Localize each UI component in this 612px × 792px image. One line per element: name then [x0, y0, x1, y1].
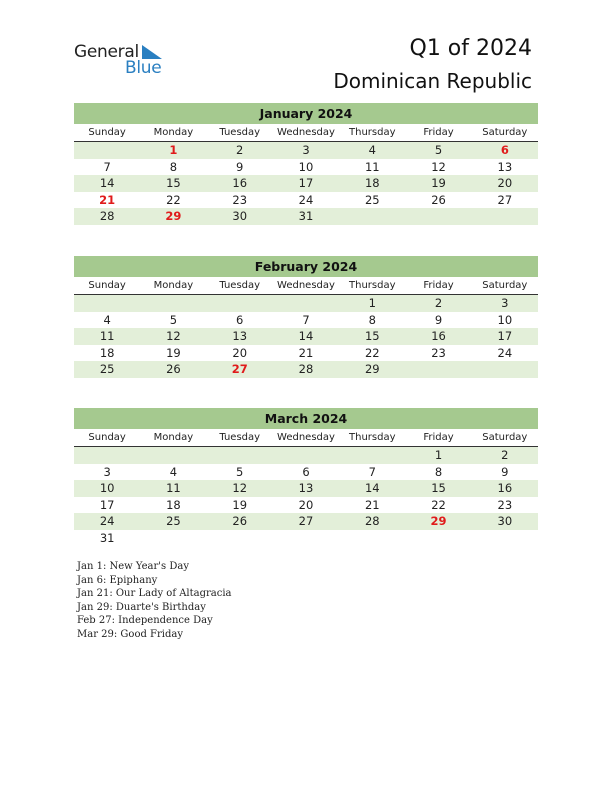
day-cell: 11 — [364, 159, 380, 174]
day-cell: 5 — [236, 464, 244, 479]
day-cell: 17 — [497, 329, 513, 343]
generalblue-logo — [74, 42, 174, 78]
day-cell — [74, 447, 140, 464]
day-cell: 30 — [232, 209, 248, 223]
day-cell: 12 — [431, 159, 446, 174]
day-cell: 28 — [364, 514, 380, 528]
day-cell: 18 — [99, 345, 115, 360]
day-cell: 4 — [169, 464, 178, 479]
day-cell: 4 — [103, 312, 111, 327]
day-cell: 19 — [166, 345, 181, 360]
month-header: March 2024 — [74, 408, 538, 429]
day-cell — [74, 295, 140, 312]
day-cell: 28 — [99, 209, 115, 223]
weekday-label: Friday — [423, 127, 454, 138]
weekday-label: Friday — [423, 432, 454, 443]
week-row — [74, 530, 538, 547]
day-cell — [339, 208, 405, 225]
day-cell: 27 — [298, 514, 314, 528]
holiday-day-cell: 27 — [231, 362, 248, 376]
week-row — [74, 159, 538, 176]
weekday-label: Wednesday — [277, 432, 335, 443]
day-cell: 6 — [302, 464, 310, 479]
day-cell — [140, 530, 206, 547]
day-cell — [405, 530, 471, 547]
day-cell: 10 — [497, 312, 513, 327]
day-cell: 8 — [434, 464, 443, 479]
day-cell: 22 — [431, 497, 446, 512]
day-cell: 13 — [232, 329, 248, 343]
holiday-day-cell: 29 — [430, 514, 447, 528]
day-cell: 10 — [298, 159, 314, 174]
day-cell: 5 — [169, 312, 178, 327]
day-cell: 3 — [103, 464, 111, 479]
day-cell: 20 — [298, 497, 314, 512]
day-cell: 21 — [364, 497, 380, 512]
day-cell: 21 — [298, 345, 314, 360]
day-cell: 3 — [501, 296, 509, 310]
day-cell — [339, 447, 405, 464]
day-cell: 3 — [302, 143, 310, 157]
day-cell: 25 — [364, 192, 380, 207]
day-cell: 25 — [99, 362, 115, 376]
holiday-day-cell: 1 — [169, 143, 178, 157]
holiday-note: Mar 29: Good Friday — [77, 628, 183, 640]
weekday-label: Friday — [423, 280, 454, 291]
day-cell — [472, 361, 538, 378]
day-cell: 26 — [232, 514, 248, 528]
day-cell: 2 — [236, 143, 244, 157]
day-cell — [273, 530, 339, 547]
page-title: Q1 of 2024 — [409, 36, 532, 61]
week-row — [74, 513, 538, 530]
holiday-note: Feb 27: Independence Day — [77, 615, 213, 627]
weekday-label: Thursday — [349, 280, 396, 291]
day-cell: 18 — [364, 176, 380, 190]
day-cell — [405, 361, 471, 378]
day-cell: 14 — [298, 329, 314, 343]
holiday-notes-list — [77, 560, 232, 642]
week-row — [74, 142, 538, 159]
day-cell: 12 — [166, 329, 181, 343]
weekday-label: Saturday — [482, 127, 528, 138]
week-row — [74, 464, 538, 481]
country-subtitle: Dominican Republic — [333, 69, 532, 93]
weekday-label: Thursday — [349, 127, 396, 138]
day-cell — [472, 208, 538, 225]
day-cell: 23 — [497, 497, 513, 512]
weekday-label: Tuesday — [219, 127, 261, 138]
week-row — [74, 447, 538, 464]
day-cell: 16 — [431, 329, 446, 343]
day-cell: 23 — [431, 345, 446, 360]
day-cell: 27 — [497, 192, 513, 207]
day-cell: 1 — [434, 448, 443, 462]
day-cell: 2 — [434, 296, 443, 310]
day-cell: 9 — [434, 312, 443, 327]
weekday-label: Monday — [153, 127, 194, 138]
day-cell — [339, 530, 405, 547]
day-cell: 13 — [298, 481, 314, 495]
day-cell: 1 — [368, 296, 376, 310]
week-row — [74, 497, 538, 514]
week-row — [74, 295, 538, 312]
day-cell: 17 — [298, 176, 314, 190]
day-cell: 2 — [501, 448, 509, 462]
weekday-label: Saturday — [482, 432, 528, 443]
weekday-label: Saturday — [482, 280, 528, 291]
day-cell: 31 — [298, 209, 314, 223]
day-cell: 7 — [302, 312, 310, 327]
weekday-header-row — [74, 277, 538, 295]
day-cell: 9 — [236, 159, 244, 174]
day-cell: 8 — [169, 159, 178, 174]
day-cell: 29 — [364, 362, 380, 376]
week-row — [74, 361, 538, 378]
day-cell: 25 — [166, 514, 181, 528]
week-row — [74, 192, 538, 209]
month-header: February 2024 — [74, 256, 538, 277]
day-cell — [405, 208, 471, 225]
week-row — [74, 312, 538, 329]
day-cell — [207, 447, 273, 464]
week-row — [74, 345, 538, 362]
day-cell: 4 — [368, 143, 376, 157]
holiday-note: Jan 6: Epiphany — [77, 574, 158, 586]
day-cell: 22 — [166, 192, 181, 207]
holiday-day-cell: 6 — [500, 143, 509, 157]
day-cell: 28 — [298, 362, 314, 376]
logo-word-general: General — [74, 42, 139, 62]
weekday-label: Thursday — [349, 432, 396, 443]
day-cell: 11 — [99, 329, 115, 343]
day-cell: 20 — [232, 345, 248, 360]
weekday-label: Sunday — [88, 280, 126, 291]
month-calendar — [74, 256, 538, 378]
day-cell: 26 — [166, 362, 181, 376]
day-cell: 14 — [364, 481, 380, 495]
day-cell — [207, 530, 273, 547]
logo-word-blue: Blue — [125, 58, 162, 78]
weekday-label: Wednesday — [277, 280, 335, 291]
day-cell: 26 — [431, 192, 446, 207]
weekday-label: Wednesday — [277, 127, 335, 138]
day-cell: 16 — [497, 481, 513, 495]
day-cell: 15 — [364, 329, 380, 343]
day-cell: 6 — [236, 312, 244, 327]
day-cell — [273, 295, 339, 312]
day-cell: 8 — [368, 312, 376, 327]
weekday-header-row — [74, 429, 538, 447]
day-cell: 31 — [99, 530, 115, 545]
holiday-day-cell: 29 — [165, 209, 182, 223]
day-cell: 17 — [99, 497, 115, 512]
day-cell: 5 — [434, 143, 443, 157]
day-cell — [140, 295, 206, 312]
day-cell — [273, 447, 339, 464]
day-cell — [207, 295, 273, 312]
day-cell — [140, 447, 206, 464]
logo-flag-icon — [142, 45, 162, 59]
day-cell: 7 — [368, 464, 376, 479]
weekday-label: Tuesday — [219, 280, 261, 291]
day-cell: 15 — [166, 176, 181, 190]
day-cell: 11 — [166, 481, 181, 495]
month-calendar — [74, 408, 538, 546]
day-cell: 24 — [497, 345, 513, 360]
weekday-label: Monday — [153, 432, 194, 443]
day-cell: 24 — [99, 514, 115, 528]
holiday-note: Jan 29: Duarte's Birthday — [77, 601, 206, 613]
weekday-label: Sunday — [88, 127, 126, 138]
day-cell: 20 — [497, 176, 513, 190]
week-row — [74, 175, 538, 192]
holiday-note: Jan 1: New Year's Day — [77, 561, 189, 572]
day-cell: 30 — [497, 514, 513, 528]
day-cell: 15 — [431, 481, 446, 495]
weekday-label: Tuesday — [219, 432, 261, 443]
day-cell: 7 — [103, 159, 111, 174]
day-cell — [472, 530, 538, 547]
weekday-header-row — [74, 124, 538, 142]
holiday-note: Jan 21: Our Lady of Altagracia — [77, 588, 232, 600]
week-row — [74, 328, 538, 345]
week-row — [74, 208, 538, 225]
day-cell: 19 — [232, 497, 248, 512]
week-row — [74, 480, 538, 497]
day-cell: 24 — [298, 192, 314, 207]
holiday-day-cell: 21 — [99, 192, 116, 207]
day-cell: 22 — [364, 345, 380, 360]
day-cell: 14 — [99, 176, 115, 190]
weekday-label: Monday — [153, 280, 194, 291]
day-cell: 9 — [501, 464, 509, 479]
day-cell: 16 — [232, 176, 248, 190]
day-cell: 19 — [431, 176, 446, 190]
weekday-label: Sunday — [88, 432, 126, 443]
day-cell — [74, 142, 140, 159]
day-cell: 13 — [497, 159, 513, 174]
day-cell: 12 — [232, 481, 248, 495]
day-cell: 18 — [166, 497, 181, 512]
month-calendar — [74, 103, 538, 225]
day-cell: 10 — [99, 481, 115, 495]
month-header: January 2024 — [74, 103, 538, 124]
day-cell: 23 — [232, 192, 248, 207]
